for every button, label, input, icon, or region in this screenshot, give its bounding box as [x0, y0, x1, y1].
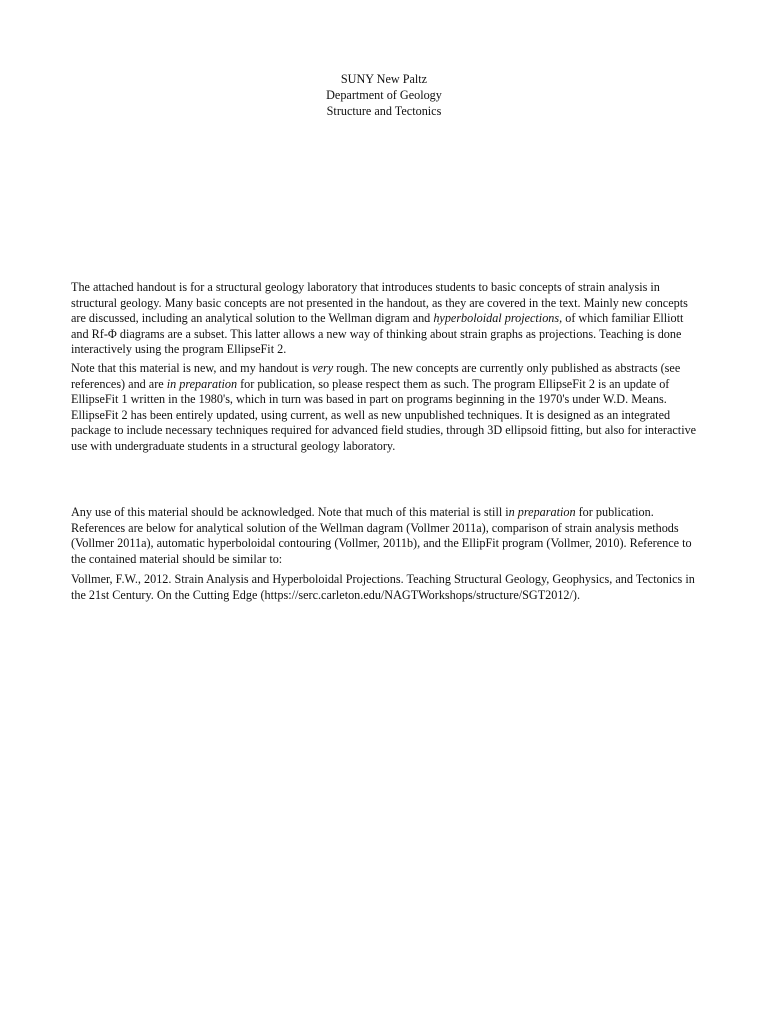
course-name: Structure and Tectonics	[326, 104, 442, 118]
use-italic-1: n preparation	[508, 505, 576, 519]
intro-text-2: of which familiar Elliott and Rf-Φ diagrams are a subset. This latter allows a new way of thinking about strain graphs as projections. Teaching is done interactively using the program EllipseFit 2.	[71, 311, 684, 357]
note-text-2: rough. The new concepts are currently only published as abstracts (see references) and are	[71, 361, 681, 391]
document-header	[0, 71, 768, 119]
use-text-1: Any use of this material should be acknowledged. Note that much of this material is still i	[71, 505, 509, 519]
institution-name: SUNY New Paltz	[340, 72, 428, 86]
use-section	[71, 505, 699, 567]
note-text-3: for publication, so please respect them as such. The program EllipseFit 2 is an update of EllipseFit 1 written in the 1980's, which in turn was based in part on programs beginning in the 1970's under W.D. Means. EllipseFit 2 has been entirely updated, using current, as well as new unpublished techniques. It is designed as an integrated package to include necessary techniques required for advanced field studies, through 3D ellipsoid fitting, but also for interactive use with undergraduate students in a structural geology laboratory.	[71, 376, 697, 453]
note-section	[71, 361, 699, 455]
intro-section	[71, 280, 699, 358]
intro-italic-1: hyperboloidal projections,	[433, 311, 563, 326]
intro-text-1: The attached handout is for a structural geology laboratory that introduces students to basic concepts of strain analysis in structural geology. Many basic concepts are not presented in the handout, as they are covered in the text. Mainly new concepts are discussed, including an analytical solution to the Wellman digram and	[71, 280, 688, 326]
citation-section	[71, 572, 699, 603]
note-italic-1: very	[312, 361, 334, 375]
citation-paragraph: Vollmer, F.W., 2012. Strain Analysis and Hyperboloidal Projections. Teaching Structural Geology, Geophysics, and Tectonics in the 21st Century. On the Cutting Edge (https://serc.carleton.edu/NAGTWorkshops/structure/SGT2012/).	[71, 572, 695, 602]
use-text-2: for publication. References are below for analytical solution of the Wellman dagram (Vollmer 2011a), comparison of strain analysis methods (Vollmer 2011a), automatic hyperboloidal contouring (Vollmer, 2011b), and the EllipFit program (Vollmer, 2010). Reference to the contained material should be similar to:	[71, 505, 692, 566]
use-paragraph	[71, 505, 699, 567]
note-paragraph	[71, 361, 699, 455]
note-italic-2: in preparation	[166, 376, 238, 391]
intro-paragraph	[71, 280, 699, 358]
note-text-1: Note that this material is new, and my handout is	[71, 361, 313, 375]
department-name: Department of Geology	[326, 88, 442, 102]
